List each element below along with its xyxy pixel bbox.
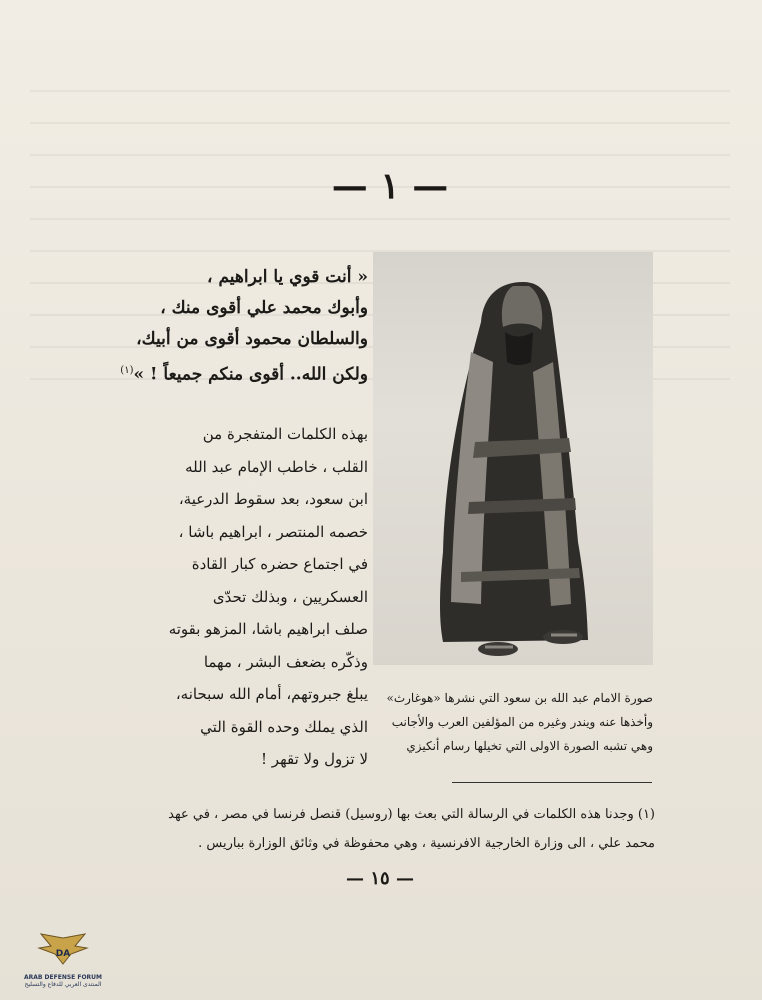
footnote-divider bbox=[452, 782, 652, 783]
page-number: — ١٥ — bbox=[346, 868, 414, 889]
footnote-line: (١) وجدنا هذه الكلمات في الرسالة التي بعث بها (روسيل) قنصل فرنسا في مصر ، في عهد bbox=[168, 807, 655, 822]
chapter-number: — ١ — bbox=[331, 165, 449, 207]
caption-line: وأخذها عنه ويندر وغيره من المؤلفين العرب والأجانب bbox=[391, 715, 653, 729]
body-paragraph bbox=[118, 418, 368, 776]
body-line: لا تزول ولا تقهر ! bbox=[261, 750, 368, 768]
footnote-line: محمد علي ، الى وزارة الخارجية الافرنسية ، وهي محفوظة في وثائق الوزارة بباريس . bbox=[198, 836, 655, 851]
body-line: صلف ابراهيم باشا، المزهو بقوته bbox=[168, 620, 368, 638]
body-line: بهذه الكلمات المتفجرة من bbox=[202, 425, 368, 443]
quote-line-text: ولكن الله.. أقوى منكم جميعاً ! » bbox=[133, 364, 368, 385]
caption-line: صورة الامام عبد الله بن سعود التي نشرها «هوغارث» bbox=[386, 691, 653, 705]
opening-quote bbox=[118, 262, 368, 391]
watermark-title: ARAB DEFENSE FORUM bbox=[23, 974, 103, 981]
body-line: ابن سعود، بعد سقوط الدرعية، bbox=[178, 490, 368, 508]
robed-figure-drawing bbox=[373, 252, 653, 665]
body-line: خصمه المنتصر ، ابراهيم باشا ، bbox=[178, 522, 368, 541]
watermark-mark: DA bbox=[55, 949, 71, 959]
quote-line: وأبوك محمد علي أقوى منك ، bbox=[160, 298, 368, 318]
body-line: القلب ، خاطب الإمام عبد الله bbox=[185, 457, 368, 476]
footnote bbox=[110, 800, 655, 858]
forum-watermark bbox=[8, 930, 118, 988]
footnote-ref: (١) bbox=[120, 365, 134, 376]
body-line: وذكّره بضعف البشر ، مهما bbox=[203, 652, 368, 671]
quote-line: « أنت قوي يا ابراهيم ، bbox=[207, 267, 368, 287]
watermark-subtitle: المنتدى العربي للدفاع والتسليح bbox=[24, 981, 102, 988]
portrait-illustration bbox=[373, 252, 653, 665]
figure-caption bbox=[373, 686, 653, 758]
body-line: العسكريين ، وبذلك تحدّى bbox=[212, 587, 368, 606]
body-line: يبلغ جبروتهم، أمام الله سبحانه، bbox=[175, 685, 368, 703]
quote-line: والسلطان محمود أقوى من أبيك، bbox=[136, 329, 368, 349]
quote-line bbox=[118, 355, 368, 391]
caption-line: وهي تشبه الصورة الاولى التي تخيلها رسام أنكيزي bbox=[406, 739, 653, 753]
body-line: الذي يملك وحده القوة التي bbox=[200, 717, 368, 736]
body-line: في اجتماع حضره كبار القادة bbox=[191, 555, 368, 573]
eagle-logo-icon bbox=[33, 930, 93, 970]
